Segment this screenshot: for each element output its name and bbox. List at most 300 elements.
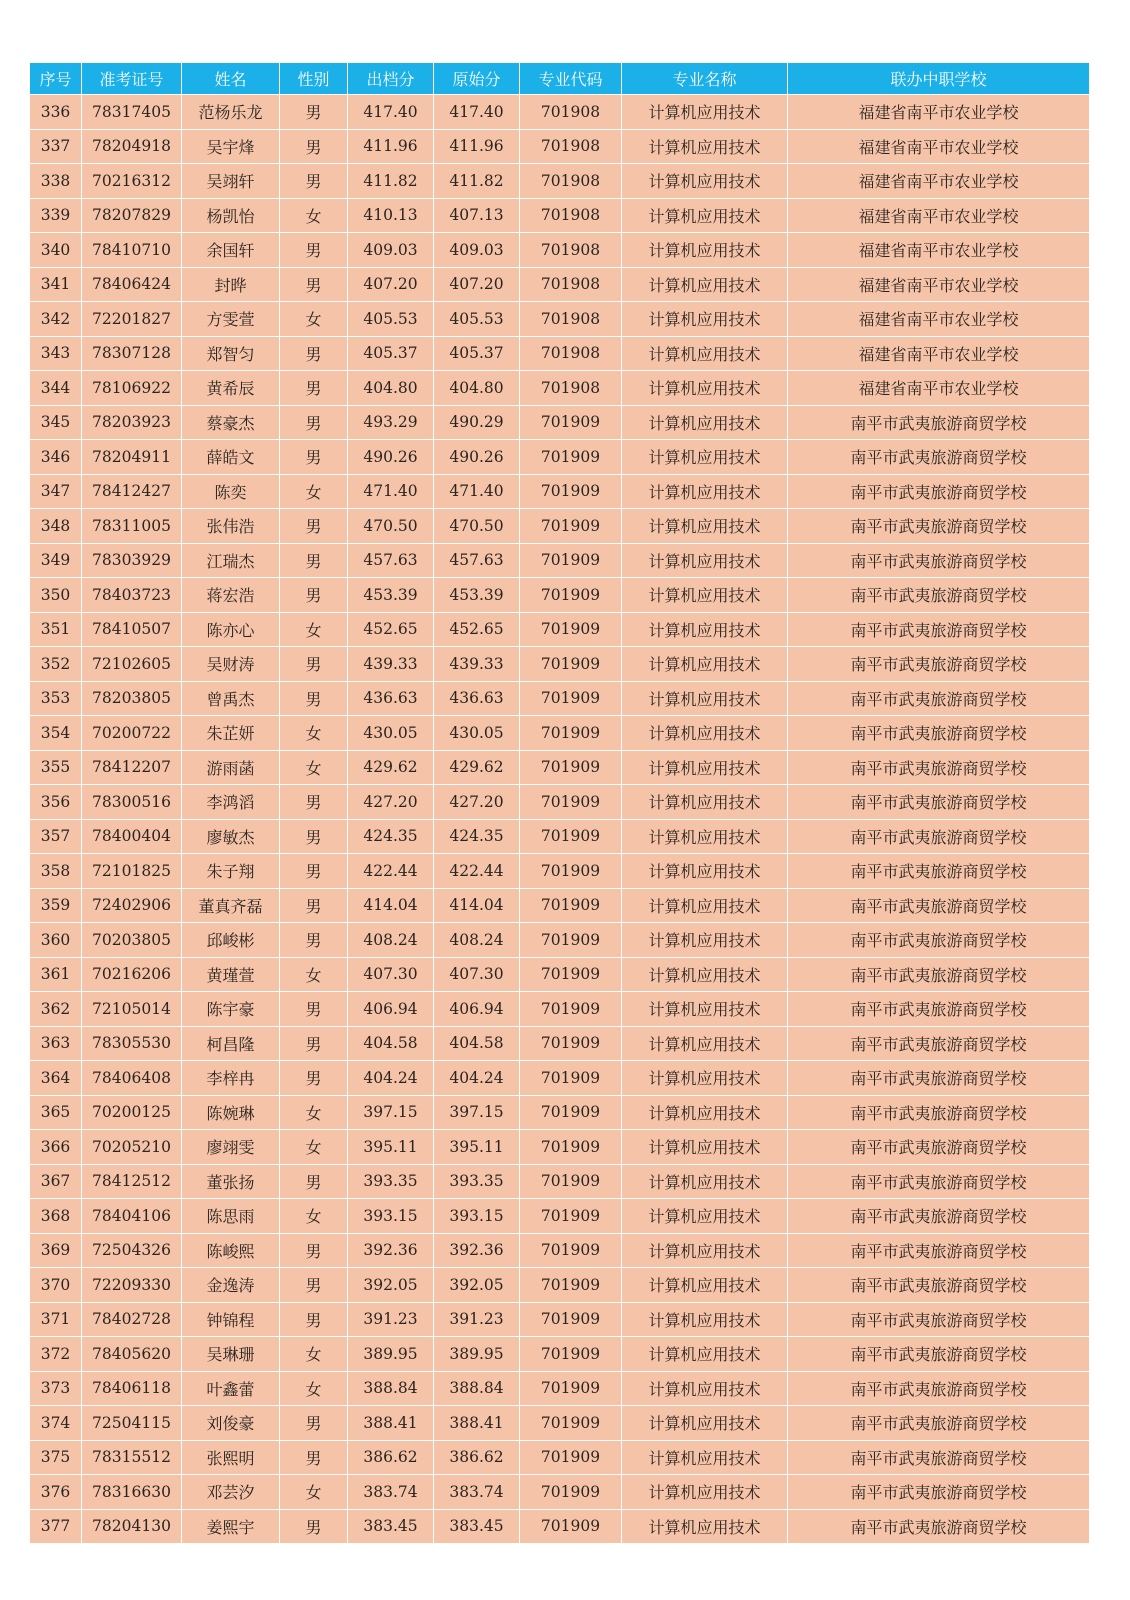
gender-cell: 男 <box>280 509 348 544</box>
table-row <box>30 1130 1090 1165</box>
school-cell: 南平市武夷旅游商贸学校 <box>788 716 1090 751</box>
exam-id-cell: 78106922 <box>82 371 182 406</box>
seq-cell: 366 <box>30 1130 82 1165</box>
table-row <box>30 1061 1090 1096</box>
school-cell: 南平市武夷旅游商贸学校 <box>788 1199 1090 1234</box>
admission-score-cell: 408.24 <box>348 923 434 958</box>
name-cell: 张伟浩 <box>182 509 280 544</box>
gender-cell: 男 <box>280 992 348 1027</box>
name-cell: 董真齐磊 <box>182 888 280 923</box>
raw-score-cell: 424.35 <box>434 819 520 854</box>
table-row <box>30 95 1090 130</box>
name-cell: 金逸涛 <box>182 1268 280 1303</box>
major-code-cell: 701909 <box>520 681 622 716</box>
name-cell: 邱峻彬 <box>182 923 280 958</box>
admission-score-cell: 411.82 <box>348 164 434 199</box>
school-cell: 南平市武夷旅游商贸学校 <box>788 1440 1090 1475</box>
major-name-cell: 计算机应用技术 <box>622 509 788 544</box>
major-code-cell: 701909 <box>520 1268 622 1303</box>
major-name-cell: 计算机应用技术 <box>622 233 788 268</box>
gender-cell: 男 <box>280 405 348 440</box>
school-cell: 福建省南平市农业学校 <box>788 233 1090 268</box>
school-cell: 南平市武夷旅游商贸学校 <box>788 992 1090 1027</box>
major-name-cell: 计算机应用技术 <box>622 716 788 751</box>
admission-score-cell: 392.36 <box>348 1233 434 1268</box>
exam-id-cell: 72102605 <box>82 647 182 682</box>
gender-cell: 男 <box>280 1233 348 1268</box>
major-code-cell: 701909 <box>520 888 622 923</box>
table-row <box>30 1233 1090 1268</box>
table-row <box>30 957 1090 992</box>
admission-score-cell: 411.96 <box>348 129 434 164</box>
raw-score-cell: 414.04 <box>434 888 520 923</box>
major-code-cell: 701908 <box>520 233 622 268</box>
major-name-cell: 计算机应用技术 <box>622 1164 788 1199</box>
major-name-cell: 计算机应用技术 <box>622 336 788 371</box>
school-cell: 福建省南平市农业学校 <box>788 129 1090 164</box>
raw-score-cell: 388.41 <box>434 1406 520 1441</box>
header-major-name: 专业名称 <box>622 63 788 95</box>
major-code-cell: 701908 <box>520 371 622 406</box>
school-cell: 南平市武夷旅游商贸学校 <box>788 1475 1090 1510</box>
gender-cell: 男 <box>280 1061 348 1096</box>
major-code-cell: 701909 <box>520 612 622 647</box>
major-name-cell: 计算机应用技术 <box>622 95 788 130</box>
gender-cell: 男 <box>280 267 348 302</box>
exam-id-cell: 78307128 <box>82 336 182 371</box>
seq-cell: 349 <box>30 543 82 578</box>
exam-id-cell: 78204918 <box>82 129 182 164</box>
admission-score-cell: 393.35 <box>348 1164 434 1199</box>
name-cell: 朱芷妍 <box>182 716 280 751</box>
exam-id-cell: 78404106 <box>82 1199 182 1234</box>
seq-cell: 370 <box>30 1268 82 1303</box>
admission-score-cell: 422.44 <box>348 854 434 889</box>
raw-score-cell: 391.23 <box>434 1302 520 1337</box>
seq-cell: 374 <box>30 1406 82 1441</box>
admission-score-cell: 397.15 <box>348 1095 434 1130</box>
name-cell: 薛皓文 <box>182 440 280 475</box>
major-name-cell: 计算机应用技术 <box>622 1026 788 1061</box>
gender-cell: 男 <box>280 336 348 371</box>
gender-cell: 女 <box>280 750 348 785</box>
seq-cell: 369 <box>30 1233 82 1268</box>
major-name-cell: 计算机应用技术 <box>622 750 788 785</box>
major-code-cell: 701908 <box>520 267 622 302</box>
school-cell: 南平市武夷旅游商贸学校 <box>788 578 1090 613</box>
table-row <box>30 233 1090 268</box>
raw-score-cell: 430.05 <box>434 716 520 751</box>
school-cell: 南平市武夷旅游商贸学校 <box>788 440 1090 475</box>
admission-score-cell: 414.04 <box>348 888 434 923</box>
table-row <box>30 888 1090 923</box>
name-cell: 黄瑾萱 <box>182 957 280 992</box>
admission-score-cell: 404.58 <box>348 1026 434 1061</box>
school-cell: 南平市武夷旅游商贸学校 <box>788 1406 1090 1441</box>
seq-cell: 359 <box>30 888 82 923</box>
table-row <box>30 1199 1090 1234</box>
table-row <box>30 1095 1090 1130</box>
major-name-cell: 计算机应用技术 <box>622 129 788 164</box>
table-row <box>30 198 1090 233</box>
admission-score-cell: 405.53 <box>348 302 434 337</box>
admission-table <box>29 62 1090 1544</box>
major-code-cell: 701909 <box>520 1061 622 1096</box>
name-cell: 陈思雨 <box>182 1199 280 1234</box>
seq-cell: 337 <box>30 129 82 164</box>
raw-score-cell: 397.15 <box>434 1095 520 1130</box>
name-cell: 姜熙宇 <box>182 1509 280 1544</box>
name-cell: 叶鑫蕾 <box>182 1371 280 1406</box>
major-name-cell: 计算机应用技术 <box>622 267 788 302</box>
seq-cell: 352 <box>30 647 82 682</box>
exam-id-cell: 78412427 <box>82 474 182 509</box>
name-cell: 陈宇豪 <box>182 992 280 1027</box>
major-code-cell: 701909 <box>520 854 622 889</box>
exam-id-cell: 78412512 <box>82 1164 182 1199</box>
seq-cell: 340 <box>30 233 82 268</box>
name-cell: 陈奕 <box>182 474 280 509</box>
major-code-cell: 701909 <box>520 1164 622 1199</box>
admission-score-cell: 424.35 <box>348 819 434 854</box>
name-cell: 方雯萱 <box>182 302 280 337</box>
school-cell: 南平市武夷旅游商贸学校 <box>788 612 1090 647</box>
major-code-cell: 701909 <box>520 819 622 854</box>
major-name-cell: 计算机应用技术 <box>622 819 788 854</box>
seq-cell: 377 <box>30 1509 82 1544</box>
school-cell: 福建省南平市农业学校 <box>788 267 1090 302</box>
school-cell: 南平市武夷旅游商贸学校 <box>788 474 1090 509</box>
raw-score-cell: 427.20 <box>434 785 520 820</box>
major-name-cell: 计算机应用技术 <box>622 371 788 406</box>
exam-id-cell: 78303929 <box>82 543 182 578</box>
gender-cell: 男 <box>280 888 348 923</box>
admission-score-cell: 383.45 <box>348 1509 434 1544</box>
major-code-cell: 701909 <box>520 957 622 992</box>
name-cell: 封晔 <box>182 267 280 302</box>
header-exam-id: 准考证号 <box>82 63 182 95</box>
name-cell: 余国轩 <box>182 233 280 268</box>
seq-cell: 363 <box>30 1026 82 1061</box>
seq-cell: 376 <box>30 1475 82 1510</box>
table-row <box>30 923 1090 958</box>
seq-cell: 357 <box>30 819 82 854</box>
admission-score-cell: 407.30 <box>348 957 434 992</box>
school-cell: 福建省南平市农业学校 <box>788 336 1090 371</box>
raw-score-cell: 407.13 <box>434 198 520 233</box>
name-cell: 蒋宏浩 <box>182 578 280 613</box>
exam-id-cell: 72504115 <box>82 1406 182 1441</box>
exam-id-cell: 70216312 <box>82 164 182 199</box>
major-name-cell: 计算机应用技术 <box>622 1371 788 1406</box>
major-name-cell: 计算机应用技术 <box>622 1440 788 1475</box>
exam-id-cell: 72209330 <box>82 1268 182 1303</box>
admission-score-cell: 439.33 <box>348 647 434 682</box>
exam-id-cell: 72504326 <box>82 1233 182 1268</box>
exam-id-cell: 78406408 <box>82 1061 182 1096</box>
raw-score-cell: 407.30 <box>434 957 520 992</box>
raw-score-cell: 405.53 <box>434 302 520 337</box>
raw-score-cell: 417.40 <box>434 95 520 130</box>
name-cell: 曾禹杰 <box>182 681 280 716</box>
table-row <box>30 1026 1090 1061</box>
admission-score-cell: 388.41 <box>348 1406 434 1441</box>
table-row <box>30 1302 1090 1337</box>
raw-score-cell: 409.03 <box>434 233 520 268</box>
school-cell: 南平市武夷旅游商贸学校 <box>788 854 1090 889</box>
admission-score-cell: 452.65 <box>348 612 434 647</box>
major-code-cell: 701909 <box>520 1509 622 1544</box>
raw-score-cell: 429.62 <box>434 750 520 785</box>
admission-score-cell: 407.20 <box>348 267 434 302</box>
school-cell: 南平市武夷旅游商贸学校 <box>788 1095 1090 1130</box>
major-name-cell: 计算机应用技术 <box>622 888 788 923</box>
school-cell: 南平市武夷旅游商贸学校 <box>788 1061 1090 1096</box>
table-row <box>30 647 1090 682</box>
admission-score-cell: 490.26 <box>348 440 434 475</box>
gender-cell: 男 <box>280 233 348 268</box>
exam-id-cell: 78204130 <box>82 1509 182 1544</box>
school-cell: 南平市武夷旅游商贸学校 <box>788 1371 1090 1406</box>
gender-cell: 女 <box>280 1095 348 1130</box>
table-row <box>30 1164 1090 1199</box>
exam-id-cell: 78204911 <box>82 440 182 475</box>
major-code-cell: 701909 <box>520 578 622 613</box>
gender-cell: 男 <box>280 819 348 854</box>
header-admission-score: 出档分 <box>348 63 434 95</box>
admission-score-cell: 386.62 <box>348 1440 434 1475</box>
name-cell: 黄希辰 <box>182 371 280 406</box>
school-cell: 福建省南平市农业学校 <box>788 164 1090 199</box>
header-seq: 序号 <box>30 63 82 95</box>
table-row <box>30 405 1090 440</box>
major-name-cell: 计算机应用技术 <box>622 1406 788 1441</box>
gender-cell: 男 <box>280 681 348 716</box>
name-cell: 郑智匀 <box>182 336 280 371</box>
exam-id-cell: 78305530 <box>82 1026 182 1061</box>
gender-cell: 男 <box>280 785 348 820</box>
admission-score-cell: 470.50 <box>348 509 434 544</box>
table-row <box>30 992 1090 1027</box>
seq-cell: 362 <box>30 992 82 1027</box>
admission-score-cell: 429.62 <box>348 750 434 785</box>
raw-score-cell: 383.45 <box>434 1509 520 1544</box>
exam-id-cell: 70203805 <box>82 923 182 958</box>
table-row <box>30 267 1090 302</box>
major-name-cell: 计算机应用技术 <box>622 198 788 233</box>
major-name-cell: 计算机应用技术 <box>622 578 788 613</box>
seq-cell: 345 <box>30 405 82 440</box>
name-cell: 廖敏杰 <box>182 819 280 854</box>
major-code-cell: 701908 <box>520 302 622 337</box>
school-cell: 福建省南平市农业学校 <box>788 371 1090 406</box>
header-major-code: 专业代码 <box>520 63 622 95</box>
header-raw-score: 原始分 <box>434 63 520 95</box>
name-cell: 吴翊轩 <box>182 164 280 199</box>
school-cell: 福建省南平市农业学校 <box>788 198 1090 233</box>
seq-cell: 372 <box>30 1337 82 1372</box>
gender-cell: 男 <box>280 1302 348 1337</box>
raw-score-cell: 404.80 <box>434 371 520 406</box>
school-cell: 南平市武夷旅游商贸学校 <box>788 1130 1090 1165</box>
school-cell: 南平市武夷旅游商贸学校 <box>788 1026 1090 1061</box>
major-code-cell: 701909 <box>520 1475 622 1510</box>
exam-id-cell: 70200722 <box>82 716 182 751</box>
seq-cell: 364 <box>30 1061 82 1096</box>
gender-cell: 女 <box>280 1371 348 1406</box>
major-code-cell: 701908 <box>520 336 622 371</box>
raw-score-cell: 389.95 <box>434 1337 520 1372</box>
seq-cell: 338 <box>30 164 82 199</box>
gender-cell: 女 <box>280 1130 348 1165</box>
school-cell: 南平市武夷旅游商贸学校 <box>788 405 1090 440</box>
school-cell: 南平市武夷旅游商贸学校 <box>788 509 1090 544</box>
major-code-cell: 701909 <box>520 1130 622 1165</box>
major-name-cell: 计算机应用技术 <box>622 785 788 820</box>
name-cell: 吴宇烽 <box>182 129 280 164</box>
gender-cell: 男 <box>280 543 348 578</box>
gender-cell: 女 <box>280 302 348 337</box>
seq-cell: 342 <box>30 302 82 337</box>
table-row <box>30 750 1090 785</box>
major-code-cell: 701909 <box>520 474 622 509</box>
raw-score-cell: 405.37 <box>434 336 520 371</box>
exam-id-cell: 78405620 <box>82 1337 182 1372</box>
major-code-cell: 701909 <box>520 1233 622 1268</box>
exam-id-cell: 78410710 <box>82 233 182 268</box>
major-name-cell: 计算机应用技术 <box>622 1061 788 1096</box>
table-row <box>30 1406 1090 1441</box>
raw-score-cell: 393.15 <box>434 1199 520 1234</box>
major-name-cell: 计算机应用技术 <box>622 440 788 475</box>
gender-cell: 女 <box>280 1199 348 1234</box>
school-cell: 南平市武夷旅游商贸学校 <box>788 785 1090 820</box>
raw-score-cell: 392.36 <box>434 1233 520 1268</box>
table-row <box>30 1440 1090 1475</box>
raw-score-cell: 470.50 <box>434 509 520 544</box>
table-row <box>30 716 1090 751</box>
table-header-row <box>30 63 1090 95</box>
name-cell: 朱子翔 <box>182 854 280 889</box>
raw-score-cell: 490.29 <box>434 405 520 440</box>
raw-score-cell: 439.33 <box>434 647 520 682</box>
table-row <box>30 1371 1090 1406</box>
table-row <box>30 336 1090 371</box>
exam-id-cell: 72201827 <box>82 302 182 337</box>
gender-cell: 女 <box>280 1337 348 1372</box>
exam-id-cell: 78402728 <box>82 1302 182 1337</box>
name-cell: 廖翊雯 <box>182 1130 280 1165</box>
seq-cell: 343 <box>30 336 82 371</box>
gender-cell: 男 <box>280 164 348 199</box>
name-cell: 李梓冉 <box>182 1061 280 1096</box>
raw-score-cell: 383.74 <box>434 1475 520 1510</box>
name-cell: 邓芸汐 <box>182 1475 280 1510</box>
admission-score-cell: 389.95 <box>348 1337 434 1372</box>
table-row <box>30 129 1090 164</box>
major-name-cell: 计算机应用技术 <box>622 474 788 509</box>
exam-id-cell: 70216206 <box>82 957 182 992</box>
major-name-cell: 计算机应用技术 <box>622 543 788 578</box>
exam-id-cell: 72101825 <box>82 854 182 889</box>
table-row <box>30 1509 1090 1544</box>
major-code-cell: 701909 <box>520 543 622 578</box>
gender-cell: 女 <box>280 474 348 509</box>
major-name-cell: 计算机应用技术 <box>622 957 788 992</box>
table-row <box>30 371 1090 406</box>
exam-id-cell: 78311005 <box>82 509 182 544</box>
table-row <box>30 612 1090 647</box>
major-name-cell: 计算机应用技术 <box>622 1337 788 1372</box>
admission-score-cell: 383.74 <box>348 1475 434 1510</box>
exam-id-cell: 78207829 <box>82 198 182 233</box>
table-row <box>30 1337 1090 1372</box>
header-school: 联办中职学校 <box>788 63 1090 95</box>
major-name-cell: 计算机应用技术 <box>622 923 788 958</box>
table-row <box>30 578 1090 613</box>
exam-id-cell: 78300516 <box>82 785 182 820</box>
table-row <box>30 681 1090 716</box>
gender-cell: 女 <box>280 198 348 233</box>
gender-cell: 男 <box>280 95 348 130</box>
admission-score-cell: 409.03 <box>348 233 434 268</box>
name-cell: 陈亦心 <box>182 612 280 647</box>
exam-id-cell: 70200125 <box>82 1095 182 1130</box>
gender-cell: 男 <box>280 923 348 958</box>
major-name-cell: 计算机应用技术 <box>622 1130 788 1165</box>
seq-cell: 353 <box>30 681 82 716</box>
table-row <box>30 302 1090 337</box>
exam-id-cell: 78400404 <box>82 819 182 854</box>
admission-score-cell: 392.05 <box>348 1268 434 1303</box>
admission-score-cell: 404.80 <box>348 371 434 406</box>
school-cell: 南平市武夷旅游商贸学校 <box>788 957 1090 992</box>
seq-cell: 365 <box>30 1095 82 1130</box>
seq-cell: 355 <box>30 750 82 785</box>
raw-score-cell: 392.05 <box>434 1268 520 1303</box>
major-code-cell: 701909 <box>520 1026 622 1061</box>
major-name-cell: 计算机应用技术 <box>622 1475 788 1510</box>
table-row <box>30 440 1090 475</box>
gender-cell: 男 <box>280 1509 348 1544</box>
admission-score-cell: 457.63 <box>348 543 434 578</box>
raw-score-cell: 395.11 <box>434 1130 520 1165</box>
major-code-cell: 701909 <box>520 1302 622 1337</box>
exam-id-cell: 78315512 <box>82 1440 182 1475</box>
major-code-cell: 701909 <box>520 440 622 475</box>
gender-cell: 男 <box>280 440 348 475</box>
gender-cell: 男 <box>280 1164 348 1199</box>
admission-score-cell: 471.40 <box>348 474 434 509</box>
header-gender: 性别 <box>280 63 348 95</box>
major-code-cell: 701909 <box>520 750 622 785</box>
gender-cell: 男 <box>280 1440 348 1475</box>
raw-score-cell: 386.62 <box>434 1440 520 1475</box>
name-cell: 钟锦程 <box>182 1302 280 1337</box>
major-code-cell: 701909 <box>520 405 622 440</box>
major-name-cell: 计算机应用技术 <box>622 1509 788 1544</box>
major-name-cell: 计算机应用技术 <box>622 1095 788 1130</box>
major-name-cell: 计算机应用技术 <box>622 1268 788 1303</box>
seq-cell: 371 <box>30 1302 82 1337</box>
raw-score-cell: 471.40 <box>434 474 520 509</box>
seq-cell: 351 <box>30 612 82 647</box>
admission-score-cell: 388.84 <box>348 1371 434 1406</box>
exam-id-cell: 78406118 <box>82 1371 182 1406</box>
major-name-cell: 计算机应用技术 <box>622 854 788 889</box>
school-cell: 南平市武夷旅游商贸学校 <box>788 1233 1090 1268</box>
major-code-cell: 701909 <box>520 647 622 682</box>
